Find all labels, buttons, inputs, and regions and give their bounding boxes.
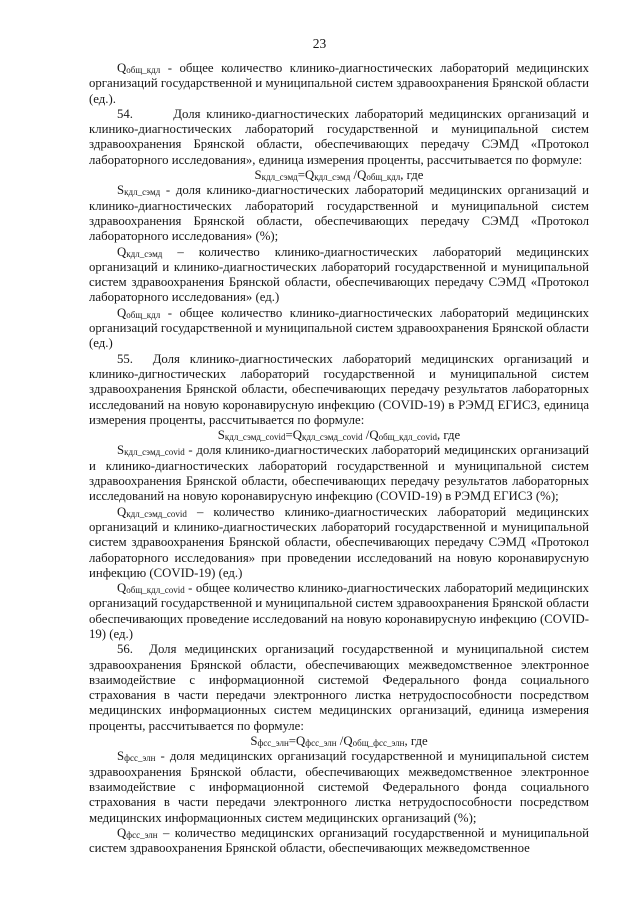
formula-tail: , где [400,168,424,183]
variable-symbol: S [117,749,125,764]
definition-text: – количество клинико-диагностических лабораторий медицинских организаций и клинико-диагностических лабораторий государственной и муниципальной систем здравоохранения Брянской области, обеспечивающих передачу СЭМД «Протокол лабораторного исследования» при проведении исследований на новую коронавирусную инфекцию (COVID-19) (ед.) [89,504,589,580]
formula-lhs: S [254,168,262,183]
paragraph [89,352,589,428]
formula-denominator-subscript: общ_кдл [366,172,401,183]
page-number: 23 [312,36,327,51]
variable-definition [89,443,589,504]
formula-tail: , где [437,428,461,443]
variable-subscript: общ_кдл [126,65,161,75]
variable-symbol: Q [117,305,127,320]
formula-denominator-subscript: общ_кдл_covid [378,432,438,443]
formula-denominator-subscript: общ_фсс_элн [352,738,405,749]
definition-text: – количество клинико-диагностических лабораторий медицинских организаций и клинико-диагностических лабораторий государственной и муниципальной систем здравоохранения Брянской области, обеспечивающих передачу СЭМД «Протокол лабораторного исследования» (ед.) [89,244,589,305]
document-body [89,61,589,856]
formula-lhs-subscript: кдл_сэмд_covid [224,432,286,443]
variable-symbol: S [117,183,125,198]
variable-subscript: фсс_элн [124,753,156,764]
variable-symbol: S [117,443,125,458]
formula [89,734,589,749]
variable-symbol: Q [117,504,127,519]
definition-text: - доля медицинских организаций государственной и муниципальной систем здравоохранения Брянской области, обеспечивающих межведомственное электронное взаимодействие с информационной системой Федерального фонда социального страхования в части передачи электронного листка нетрудоспособности посредством медицинских информационных систем медицинских организаций (%); [89,749,589,825]
paragraph [89,107,589,168]
variable-definition [89,183,589,244]
formula-tail: , где [404,734,428,749]
variable-definition [89,505,589,581]
formula-denominator: /Q [362,428,379,443]
definition-text: - общее количество клинико-диагностических лабораторий медицинских организаций государственной и муниципальной систем здравоохранения Брянской области (ед.) [89,305,589,351]
variable-subscript: общ_кдл [126,309,161,320]
variable-subscript: кдл_сэмд_covid [126,508,187,519]
variable-subscript: кдл_сэмд [126,248,163,259]
variable-subscript: фсс_элн [126,829,158,840]
formula-numerator-subscript: кдл_сэмд [314,172,351,183]
variable-definition [89,306,589,352]
variable-definition [89,581,589,642]
variable-definition [89,749,589,825]
formula-numerator: =Q [297,168,315,183]
formula-denominator: /Q [350,168,367,183]
formula-lhs-subscript: фсс_элн [257,738,289,749]
paragraph-text: 56. Доля медицинских организаций государственной и муниципальной систем здравоохранения Брянской области, обеспечивающих межведомственное электронное взаимодействие с информационной системой Федерального фонда социального страхования в части передачи электронного листка нетрудоспособности посредством медицинских информационных систем медицинских организаций, единица измерения проценты, рассчитывается по формуле: [89,642,589,733]
variable-symbol: Q [117,581,127,596]
formula-lhs: S [217,428,225,443]
formula-lhs-subscript: кдл_сэмд [261,172,298,183]
definition-text: – количество медицинских организаций государственной и муниципальной систем здравоохранения Брянской области, обеспечивающих межведомственное [89,825,589,856]
formula [89,168,589,183]
variable-symbol: Q [117,825,127,840]
paragraph [89,642,589,734]
variable-subscript: общ_кдл_covid [126,585,185,596]
definition-text: - доля клинико-диагностических лабораторий медицинских организаций и клинико-диагностических лабораторий государственной и муниципальной систем здравоохранения Брянской области, обеспечивающих передачу СЭМД «Протокол лабораторного исследования» (%); [89,183,589,244]
formula-numerator: =Q [285,428,302,443]
variable-subscript: кдл_сэмд [124,187,161,198]
variable-subscript: кдл_сэмд_covid [124,447,185,458]
variable-definition [89,61,589,107]
variable-definition [89,245,589,306]
paragraph-text: 55. Доля клинико-диагностических лабораторий медицинских организаций и клинико-дигностических лабораторий государственной и муниципальной систем здравоохранения Брянской области, обеспечивающих передачу результатов лабораторных исследований на новую коронавирусную инфекцию (COVID-19) в РЭМД ЕГИСЗ, единица измерения проценты, рассчитывается по формуле: [89,351,589,427]
definition-text: - общее количество клинико-диагностических лабораторий медицинских организаций государственной и муниципальной систем здравоохранения Брянской области обеспечивающих проведение исследований на новую коронавирусную инфекцию (COVID-19) (ед.) [89,581,589,641]
definition-text: - общее количество клинико-диагностических лабораторий медицинских организаций государственной и муниципальной систем здравоохранения Брянской области (ед.). [89,61,589,106]
formula-numerator-subscript: кдл_сэмд_covid [301,432,363,443]
formula-numerator: =Q [288,734,306,749]
variable-definition [89,826,589,857]
formula [89,428,589,443]
formula-denominator: /Q [336,734,353,749]
variable-symbol: Q [117,61,127,75]
definition-text: - доля клинико-диагностических лабораторий медицинских организаций и клинико-диагностических лабораторий государственной и муниципальной систем здравоохранения Брянской области, обеспечивающих передачу результатов лабораторных исследований на новую коронавирусную инфекцию (COVID-19) в РЭМД ЕГИСЗ (%); [89,443,589,504]
formula-lhs: S [250,734,258,749]
formula-numerator-subscript: фсс_элн [305,738,337,749]
variable-symbol: Q [117,244,127,259]
paragraph-text: 54. Доля клинико-диагностических лабораторий медицинских организаций и клинико-диагностических лабораторий государственной и муниципальной систем здравоохранения Брянской области, обеспечивающих передачу СЭМД «Протокол лабораторного исследования», единица измерения проценты, рассчитывается по формуле: [89,106,589,167]
